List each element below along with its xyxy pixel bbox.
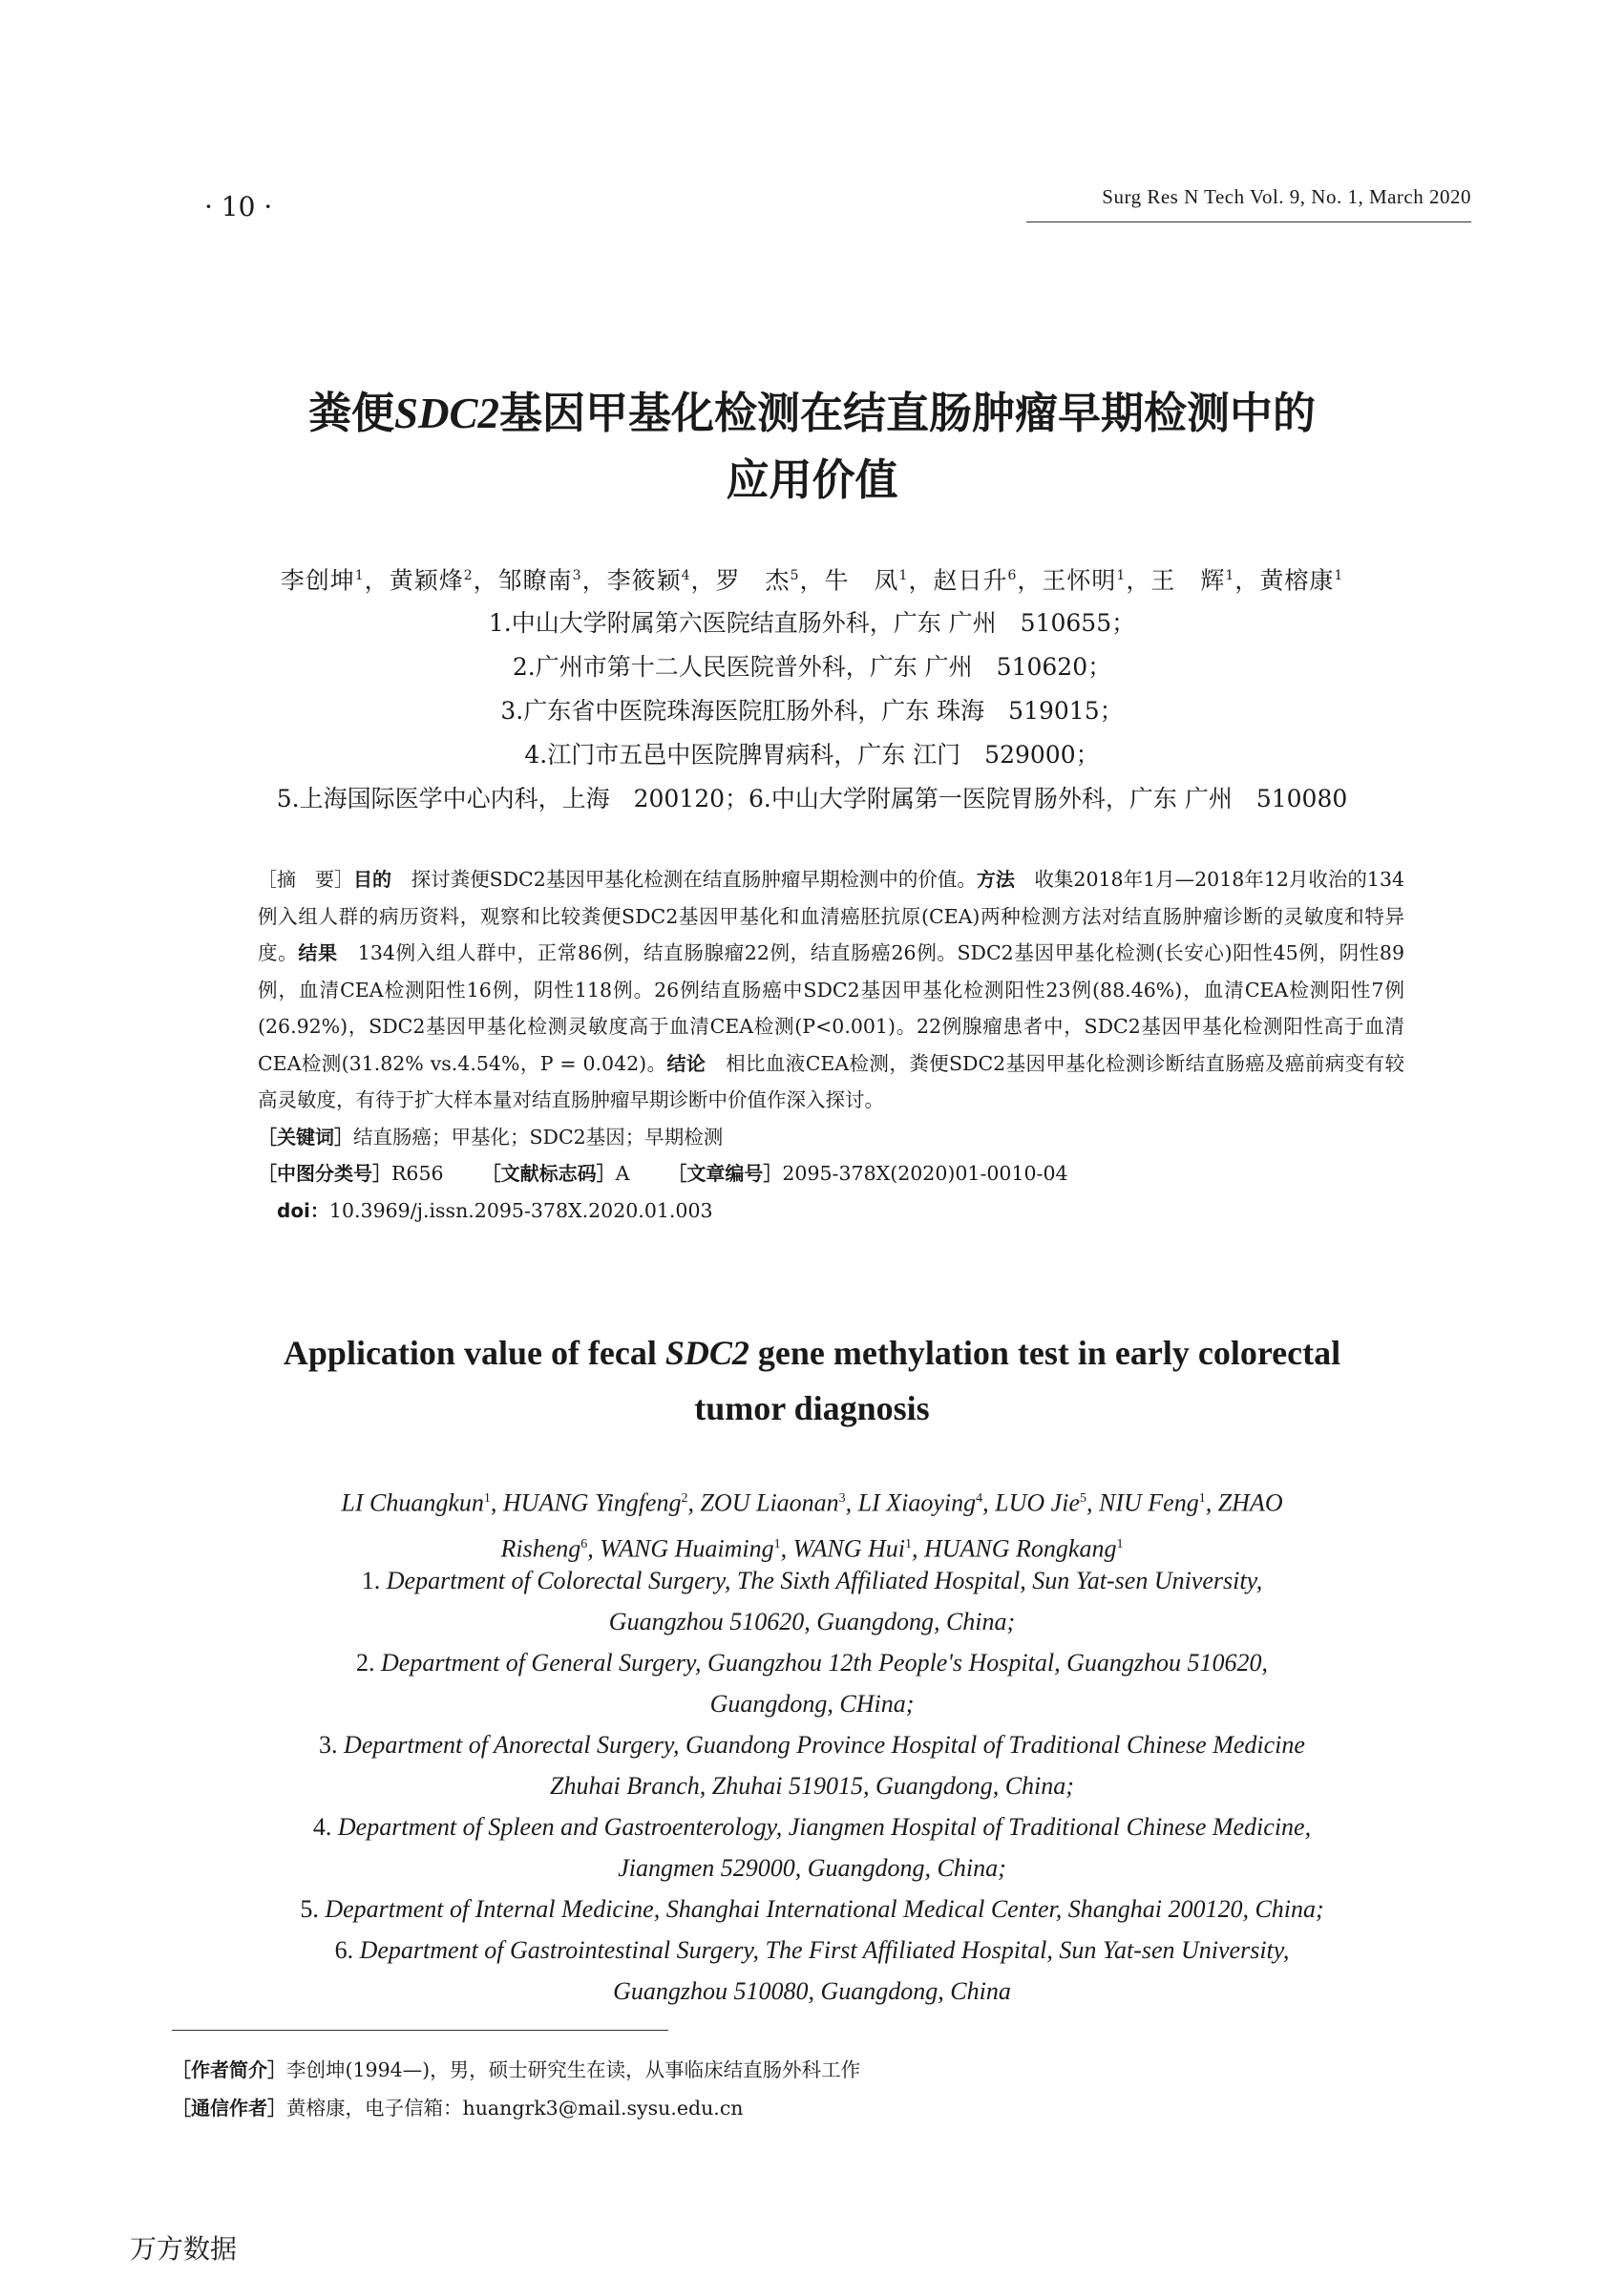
en-affiliation-text: Department of Gastrointestinal Surgery, The First Affiliated Hospital, Sun Yat-sen University, [359,1936,1290,1964]
affiliation-line: 3.广东省中医院珠海医院肛肠外科，广东 珠海 519015； [500,697,1124,725]
doc-code-value: A [615,1162,630,1185]
author-affiliation-mark: 6 [580,1537,588,1552]
author-name: Risheng [500,1534,581,1563]
author-name: WANG Huaiming [600,1534,774,1563]
author-affiliation-mark: 1 [1116,568,1127,583]
author-name: HUANG Rongkang [923,1534,1117,1563]
author-affiliation-mark: 1 [1116,1537,1124,1552]
abstract-label: ［摘 要］ [258,868,354,891]
methods-label: 方法 [976,868,1015,891]
clc-value: R656 [391,1162,444,1185]
article-no-label: ［文章编号］ [667,1162,783,1185]
author-name: 赵日升 [933,566,1008,595]
doi-label: doi： [277,1198,329,1222]
classification-line [229,1155,1404,1192]
chinese-title-line1 [153,380,1471,447]
doi-value[interactable]: 10.3969/j.issn.2095-378X.2020.01.003 [328,1198,713,1222]
author-affiliation-mark: 1 [904,1537,912,1552]
en-affiliation-text: Department of Spleen and Gastroenterology, Jiangmen Hospital of Traditional Chinese Medicine, [337,1813,1312,1841]
affiliation-line: 4.江门市五邑中医院脾胃病科，广东 江门 529000； [524,741,1100,769]
en-affiliation-line [181,1724,1443,1765]
author-name: 黄榕康 [1259,566,1335,595]
affiliation-line: 1.中山大学附属第六医院结直肠外科，广东 广州 510655； [488,609,1136,637]
en-affiliation-number: 3. [319,1731,345,1759]
author-affiliation-mark: 1 [1225,568,1235,583]
footnote-text: 黄榕康，电子信箱：huangrk3@mail.sysu.edu.cn [286,2097,744,2120]
en-affiliation-line [181,1642,1443,1683]
author-name: HUANG Yingfeng [502,1488,682,1517]
objective-label: 目的 [353,868,392,891]
en-affiliation-number: 6. [334,1936,360,1964]
en-affiliation-line [181,1601,1443,1642]
watermark-text: 万方数据 [130,2233,238,2265]
author-affiliation-mark: 2 [681,1491,688,1506]
footnote-rule [172,2030,668,2031]
en-affiliation-text: Guangzhou 510620, Guangdong, China; [608,1608,1016,1635]
en-affiliation-line [181,1683,1443,1724]
english-authors-line2: Risheng$^6$, WANG Huaiming$^1$, WANG Hui$^1$, HUANG Rongkang$^1$ [500,1534,1124,1563]
en-affiliation-number: 2. [356,1649,381,1677]
abstract-paragraph [229,861,1404,1119]
author-affiliation-mark: 3 [572,568,582,583]
affiliation-line: 5.上海国际医学中心内科，上海 200120；6.中山大学附属第一医院胃肠外科，广东 广州 510080 [276,785,1348,812]
author-name: 李创坤 [280,566,355,595]
footnote-label: ［通信作者］ [172,2097,286,2120]
en-affiliation-number: 1. [361,1567,387,1594]
en-affiliation-text: Guangzhou 510080, Guangdong, China [613,1977,1011,2005]
author-affiliation-mark: 4 [976,1491,983,1506]
affiliation-line: 2.广州市第十二人民医院普外科，广东 广州 510620； [512,653,1112,681]
title-suffix: 基因甲基化检测在结直肠肿瘤早期检测中的 [499,388,1317,438]
chinese-affiliations [153,601,1471,821]
en-affiliation-number: 5. [300,1895,326,1923]
doc-code-label: ［文献标志码］ [481,1162,616,1185]
english-title-line1 [153,1325,1471,1381]
author-affiliation-mark: 5 [1080,1491,1086,1506]
title-prefix: 粪便 [307,388,394,438]
en-affiliation-text: Zhuhai Branch, Zhuhai 519015, Guangdong, China; [550,1772,1074,1800]
author-name: LUO Jie [995,1488,1080,1517]
author-affiliation-mark: 2 [463,568,474,583]
methods-text: 收集2018年1月—2018年12月收治的134例入组人群的病历资料，观察和比较粪便SDC2基因甲基化和血清癌胚抗原(CEA)两种检测方法对结直肠肿瘤诊断的灵敏度和特异度。 [258,868,1405,964]
author-name: NIU Feng [1099,1488,1199,1517]
en-affiliation-line [181,1847,1443,1888]
author-name: 罗 杰 [715,566,791,595]
author-name: 黄颖烽 [389,566,464,595]
header-rule [1026,221,1471,222]
english-authors-line1: LI Chuangkun$^1$, HUANG Yingfeng$^2$, ZOU Liaonan$^3$, LI Xiaoying$^4$, LUO Jie$^5$, NIU Feng$^1$, ZHAO [341,1488,1283,1517]
en-affiliation-line [181,1765,1443,1806]
en-affiliation-line [181,1560,1443,1601]
author-affiliation-mark: 1 [1334,568,1344,583]
en-title-gene: SDC2 [664,1334,749,1372]
footnote-label: ［作者简介］ [172,2058,286,2081]
chinese-authors: 李创坤$^1$，黄颖烽$^2$，邹瞭南$^3$，李筱颖$^4$，罗 杰$^5$，牛 凤$^1$，赵日升$^6$，王怀明$^1$，王 辉$^1$，黄榕康$^1$ [280,566,1344,595]
author-name: LI Chuangkun [341,1488,484,1517]
author-name: ZOU Liaonan [700,1488,839,1517]
en-affiliation-number: 4. [312,1813,338,1841]
en-title-suffix: gene methylation test in early colorectal [749,1334,1341,1372]
en-affiliation-text: Department of General Surgery, Guangzhou 12th People's Hospital, Guangzhou 510620, [381,1649,1268,1677]
en-affiliation-text: Department of Anorectal Surgery, Guandong Province Hospital of Traditional Chinese Medicine [344,1731,1305,1759]
author-affiliation-mark: 1 [898,568,909,583]
en-affiliation-text: Jiangmen 529000, Guangdong, China; [618,1854,1006,1882]
en-title-prefix: Application value of fecal [283,1334,665,1372]
author-name: 李筱颖 [606,566,682,595]
english-title-line2: tumor diagnosis [694,1389,930,1427]
corresponding-author-footnote [172,2089,1452,2127]
author-affiliation-mark: 1 [354,568,365,583]
en-affiliation-line [181,1930,1443,1971]
keywords-line [229,1119,1404,1156]
english-title [153,1325,1471,1436]
journal-running-head: Surg Res N Tech Vol. 9, No. 1, March 2020 [1102,185,1471,208]
author-affiliation-mark: 3 [838,1491,846,1506]
chinese-title-line2: 应用价值 [726,454,898,505]
author-bio-footnote [172,2051,1452,2089]
author-name: WANG Hui [792,1534,905,1563]
author-affiliation-mark: 4 [681,568,691,583]
conclusion-label: 结论 [666,1051,707,1075]
footnote-text: 李创坤(1994—)，男，硕士研究生在读，从事临床结直肠外科工作 [286,2058,861,2081]
en-affiliation-text: Department of Internal Medicine, Shanghai International Medical Center, Shanghai 200120, China; [325,1895,1324,1923]
abstract-block [229,861,1404,1229]
en-affiliation-line [181,1971,1443,2012]
en-affiliation-line [181,1888,1443,1930]
page-number: · 10 · [204,191,273,222]
english-affiliations [181,1560,1443,2012]
author-name: 牛 凤 [824,566,899,595]
chinese-title [153,380,1471,514]
keywords-text: 结直肠癌；甲基化；SDC2基因；早期检测 [353,1125,724,1149]
english-authors [181,1478,1443,1570]
clc-label: ［中图分类号］ [258,1162,391,1185]
title-gene: SDC2 [393,390,500,437]
conclusion-text: 相比血液CEA检测，粪便SDC2基因甲基化检测诊断结直肠癌及癌前病变有较高灵敏度，有待于扩大样本量对结直肠肿瘤早期诊断中价值作深入探讨。 [258,1051,1404,1111]
author-affiliation-mark: 1 [1198,1491,1206,1506]
objective-text: 探讨粪便SDC2基因甲基化检测在结直肠肿瘤早期检测中的价值。 [411,868,977,891]
author-name: 王怀明 [1042,566,1117,595]
article-no-value: 2095-378X(2020)01-0010-04 [782,1162,1068,1185]
author-affiliation-mark: 1 [773,1537,781,1552]
author-name: 邹瞭南 [497,566,573,595]
en-affiliation-text: Department of Colorectal Surgery, The Sixth Affiliated Hospital, Sun Yat-sen University, [386,1567,1263,1594]
author-name: ZHAO [1217,1488,1283,1517]
footnotes [172,2051,1452,2127]
doi-line [229,1192,1404,1230]
en-affiliation-line [181,1806,1443,1847]
author-name: LI Xiaoying [857,1488,977,1517]
author-name: 王 辉 [1150,566,1226,595]
en-affiliation-text: Guangdong, CHina; [709,1690,915,1718]
author-affiliation-mark: 1 [483,1491,491,1506]
author-affiliation-mark: 6 [1007,568,1018,583]
results-text: 134例入组人群中，正常86例，结直肠腺瘤22例，结直肠癌26例。SDC2基因甲基化检测(长安心)阳性45例，阴性89例，血清CEA检测阳性16例，阴性118例。26例结直肠癌中SDC2基因甲基化检测阳性23例(88.46%)，血清CEA检测阳性7例(26.92%)，SDC2基因甲基化检测灵敏度高于血清CEA检测(P<0.001)。22例腺瘤患者中，SDC2基因甲基化检测阳性高于血清CEA检测(31.82% vs.4.54%，P = 0.042)。 [258,941,1404,1075]
results-label: 结果 [298,941,338,964]
author-affiliation-mark: 5 [790,568,800,583]
keywords-label: ［关键词］ [258,1125,353,1149]
